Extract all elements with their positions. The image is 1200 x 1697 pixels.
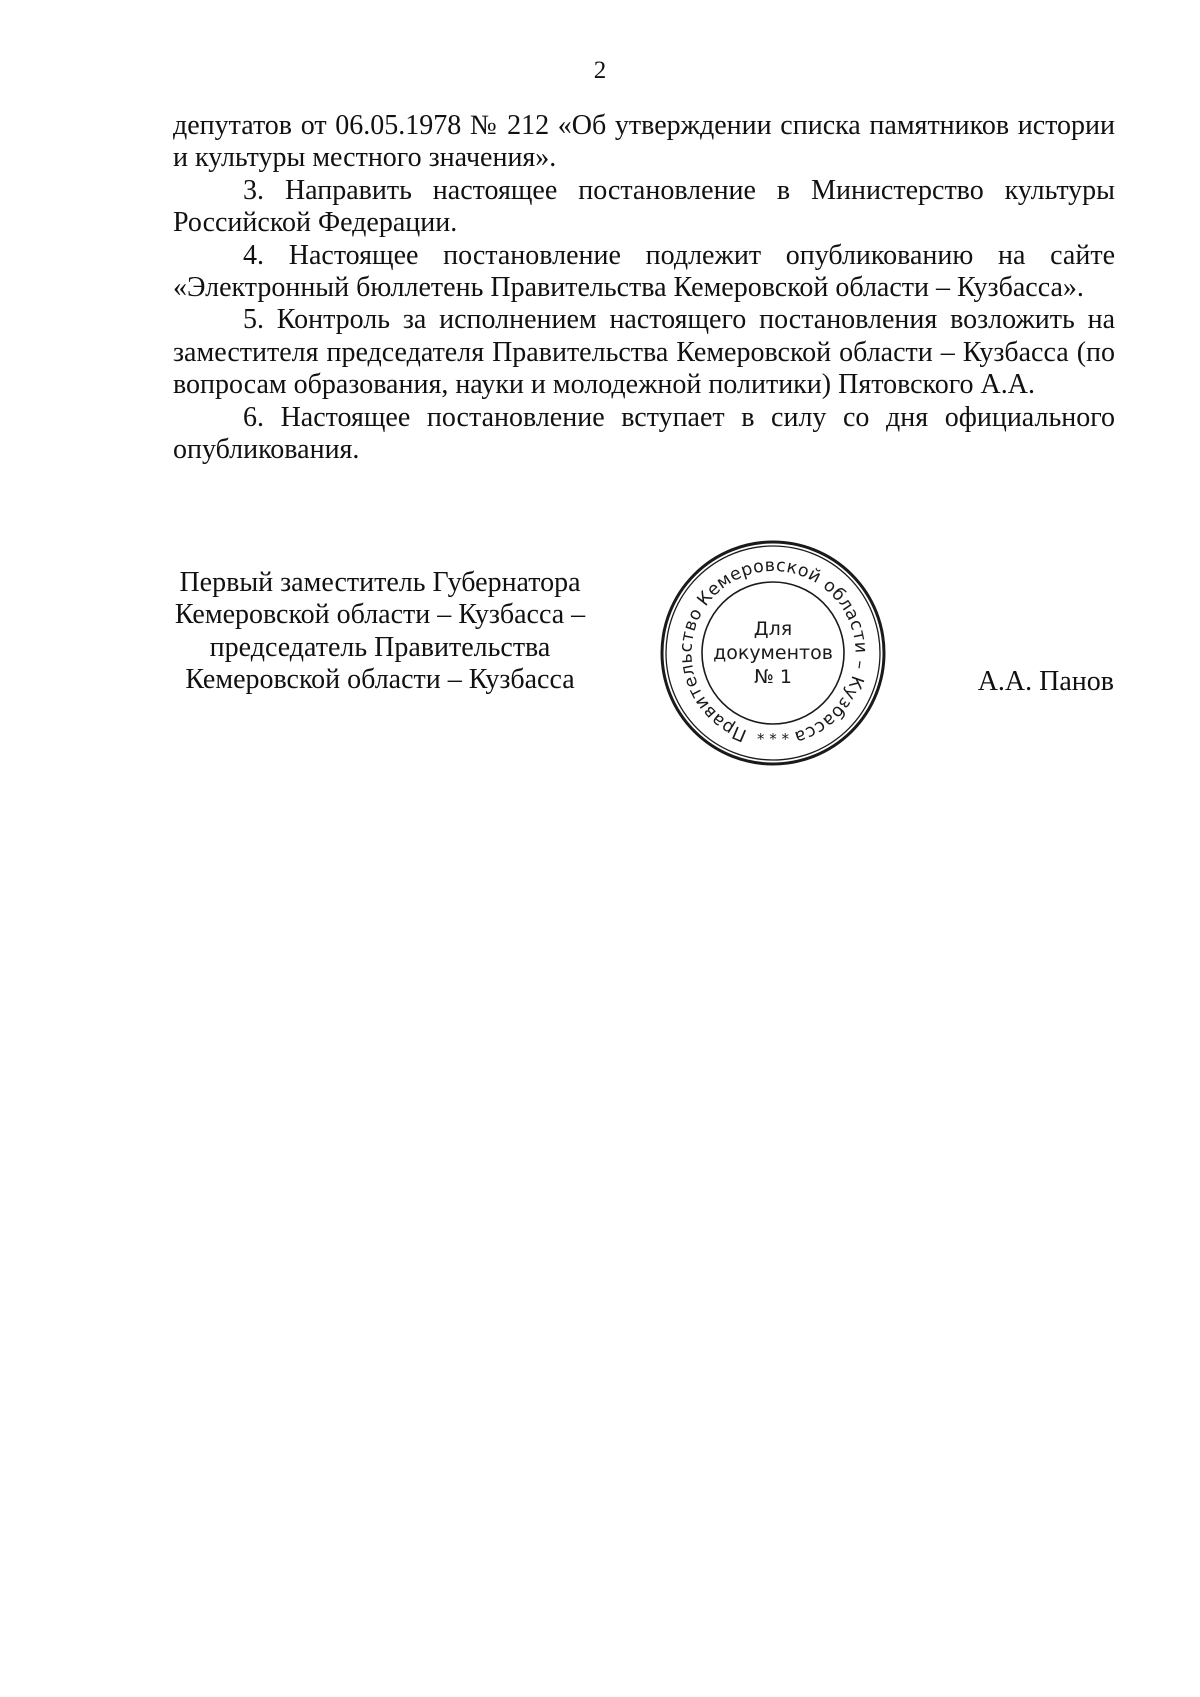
signatory-name: А.А. Панов [977,666,1114,697]
paragraph-6: 6. Настоящее постановление вступает в силу со дня официального опубликования. [173,401,1115,466]
seal-center-line: документов [713,642,833,664]
seal-ring-text: Правительство Кемеровской области – Кузбасса [676,555,871,748]
paragraph-5: 5. Контроль за исполнением настоящего постановления возложить на заместителя председателя Правительства Кемеровской области – Кузбасса (по вопросам образования, науки и молодежной политики) Пятовского А.А. [173,304,1115,401]
signatory-title-line: Первый заместитель Губернатора [179,567,581,598]
seal-stars: * * * [756,730,790,748]
signatory-title-line: председатель Правительства [209,631,551,663]
signatory-title-line: Кемеровской области – Кузбасса – [174,599,586,631]
signatory-title-line: Кемеровской области – Кузбасса [185,664,575,696]
paragraph-4: 4. Настоящее постановление подлежит опубликованию на сайте «Электронный бюллетень Правительства Кемеровской области – Кузбасса». [173,239,1115,304]
paragraph-3: 3. Направить настоящее постановление в Министерство культуры Российской Федерации. [173,174,1115,239]
official-seal [658,538,888,768]
document-body [173,110,1115,466]
signatory-title [160,567,600,697]
paragraph-continuation: депутатов от 06.05.1978 № 212 «Об утверждении списка памятников истории и культуры местного значения». [173,110,1115,174]
seal-center-line: № 1 [754,666,792,688]
page-number: 2 [593,57,607,84]
seal-center-line: Для [753,618,793,640]
